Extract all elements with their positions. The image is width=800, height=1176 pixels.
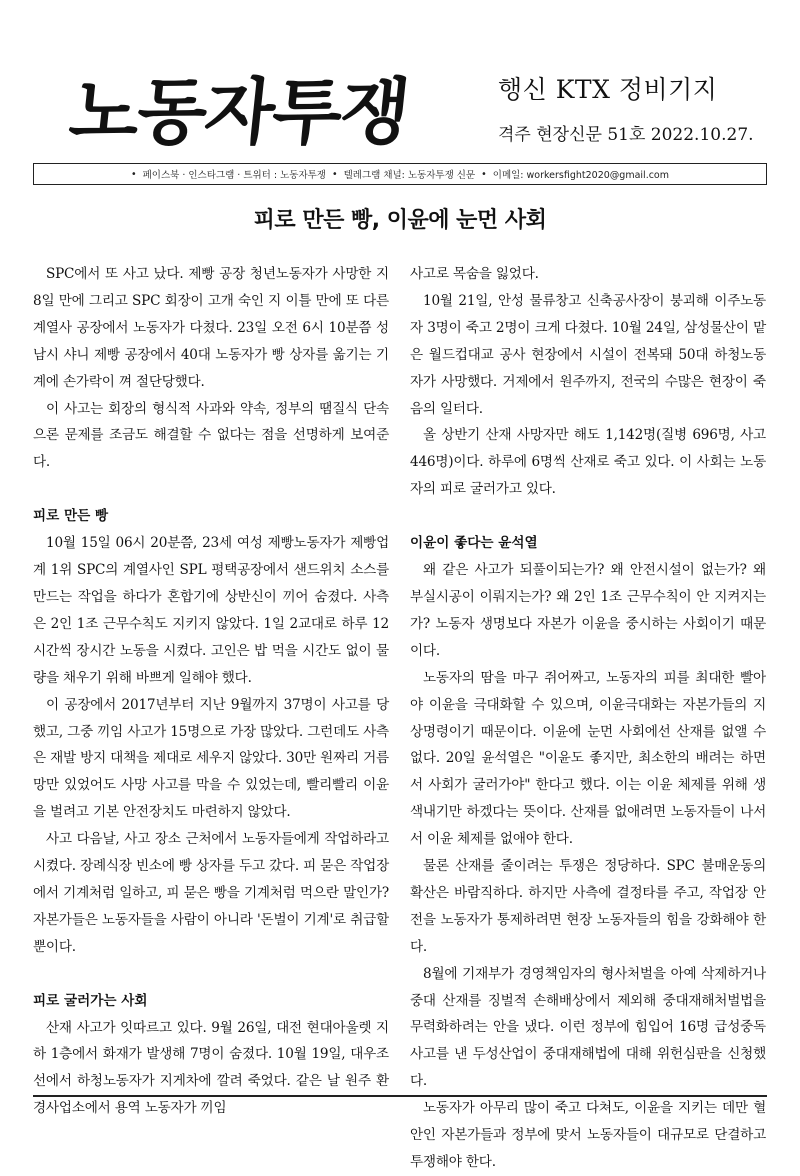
email-info: 이메일: workersfight2020@gmail.com (492, 170, 669, 181)
bottom-divider (33, 1095, 767, 1097)
section-heading: 피로 굴러가는 사회 (33, 992, 148, 1009)
masthead (60, 62, 760, 162)
paragraph: 노동자가 아무리 많이 죽고 다쳐도, 이윤을 지키는 데만 혈안인 자본가들과 정부에 맞서 노동자들이 대규모로 단결하고 투쟁해야 한다. (410, 1100, 766, 1170)
section-heading: 이윤이 좋다는 윤석열 (410, 535, 538, 552)
paragraph: 올 상반기 산재 사망자만 해도 1,142명(질병 696명, 사고 446명)이다. 하루에 6명씩 산재로 죽고 있다. 이 사회는 노동자의 피로 굴러가고 있다. (410, 427, 766, 498)
issue-info: 격주 현장신문 51호 2022.10.27. (498, 125, 754, 145)
bullet-icon: • (131, 168, 137, 180)
section-heading: 피로 만든 빵 (33, 508, 109, 525)
paragraph: 8월에 기재부가 경영책임자의 형사처벌을 아예 삭제하거나 중대 산재를 징벌적 손해배상에서 제외해 중대재해처벌법을 무력화하려는 안을 냈다. 이런 정부에 힘입어 16명 급성중독 사고를 낸 두성산업이 중대재해법에 대해 위헌심판을 신청했다. (410, 965, 766, 1090)
paragraph: 사고로 목숨을 잃었다. (410, 266, 539, 282)
paragraph: 물론 산재를 줄이려는 투쟁은 정당하다. SPC 불매운동의 확산은 바람직하다. 하지만 사측에 결정타를 주고, 작업장 안전을 노동자가 통제하려면 현장 노동자들의 힘을 강화해야 한다. (410, 858, 766, 955)
sns-info: 페이스북 · 인스타그램 · 트위터 : 노동자투쟁 (142, 170, 326, 181)
paragraph: 사고 다음날, 사고 장소 근처에서 노동자들에게 작업하라고 시켰다. 장례식장 빈소에 빵 상자를 두고 갔다. 피 묻은 작업장에서 기계처럼 일하고, 피 묻은 빵을 기계처럼 먹으란 말인가? 자본가들은 노동자들을 사람이 아니라 '돈벌이 기계'로 취급할 뿐이다. (33, 831, 389, 955)
newspaper-logo: 노동자투쟁 (65, 70, 413, 154)
paragraph: 산재 사고가 잇따르고 있다. 9월 26일, 대전 현대아울렛 지하 1층에서 화재가 발생해 7명이 숨졌다. 10월 19일, 대우조선에서 하청노동자가 지게차에 깔려 죽었다. 같은 날 원주 환경사업소에서 용역 노동자가 끼임 (33, 1019, 389, 1117)
paragraph: 노동자의 땀을 마구 쥐어짜고, 노동자의 피를 최대한 빨아야 이윤을 극대화할 수 있으며, 이윤극대화는 자본가들의 지상명령이기 때문이다. 이윤에 눈먼 사회에선 산재를 없앨 수 없다. 20일 윤석열은 "이윤도 좋지만, 최소한의 배려는 하면서 사회가 굴러가야" 한다고 했다. 이는 이윤 체제를 위해 생색내기만 하겠다는 뜻이다. 산재를 없애려면 노동자들이 나서서 이윤 체제를 없애야 한다. (410, 669, 766, 848)
contact-bar (33, 163, 767, 185)
paragraph: 10월 21일, 안성 물류창고 신축공사장이 붕괴해 이주노동자 3명이 죽고 2명이 크게 다쳤다. 10월 24일, 삼성물산이 맡은 월드컵대교 공사 현장에서 시설이 전복돼 50대 하청노동자가 사망했다. 거제에서 원주까지, 전국의 수많은 현장이 죽음의 일터다. (410, 292, 766, 417)
article-headline: 피로 만든 빵, 이윤에 눈먼 사회 (253, 208, 547, 233)
paragraph: SPC에서 또 사고 났다. 제빵 공장 청년노동자가 사망한 지 8일 만에 그리고 SPC 회장이 고개 숙인 지 이틀 만에 또 다른 계열사 공장에서 노동자가 다쳤다. 23일 오전 6시 10분쯤 성남시 샤니 제빵 공장에서 40대 노동자가 빵 상자를 옮기는 기계에 손가락이 껴 절단당했다. (33, 266, 389, 390)
bullet-icon: • (481, 168, 487, 180)
paragraph: 왜 같은 사고가 되풀이되는가? 왜 안전시설이 없는가? 왜 부실시공이 이뤄지는가? 왜 2인 1조 근무수칙이 안 지켜지는가? 노동자 생명보다 자본가 이윤을 중시하는 사회이기 때문이다. (410, 562, 766, 659)
paragraph: 이 사고는 회장의 형식적 사과와 약속, 정부의 땜질식 단속으론 문제를 조금도 해결할 수 없다는 점을 선명하게 보여준다. (33, 400, 389, 471)
right-column (410, 261, 766, 1176)
paragraph: 10월 15일 06시 20분쯤, 23세 여성 제빵노동자가 제빵업계 1위 SPC의 계열사인 SPL 평택공장에서 샌드위치 소스를 만드는 작업을 하다가 혼합기에 상반신이 끼어 숨졌다. 사측은 2인 1조 근무수칙도 지키지 않았다. 1일 2교대로 하루 12시간씩 장시간 노동을 시켰다. 고인은 밥 먹을 시간도 없이 물량을 채우기 위해 바쁘게 일해야 했다. (33, 535, 389, 686)
edition-title: 행신 KTX 정비기지 (498, 75, 718, 104)
telegram-info: 텔레그램 채널: 노동자투쟁 신문 (343, 170, 476, 181)
bullet-icon: • (331, 168, 338, 180)
paragraph: 이 공장에서 2017년부터 지난 9월까지 37명이 사고를 당했고, 그중 끼임 사고가 15명으로 가장 많았다. 그런데도 사측은 재발 방지 대책을 제대로 세우지 않았다. 30만 원짜리 거름망만 있었어도 사망 사고를 막을 수 있었는데, 빨리빨리 이윤을 벌려고 기본 안전장치도 마련하지 않았다. (33, 696, 389, 821)
left-column (33, 261, 389, 1122)
